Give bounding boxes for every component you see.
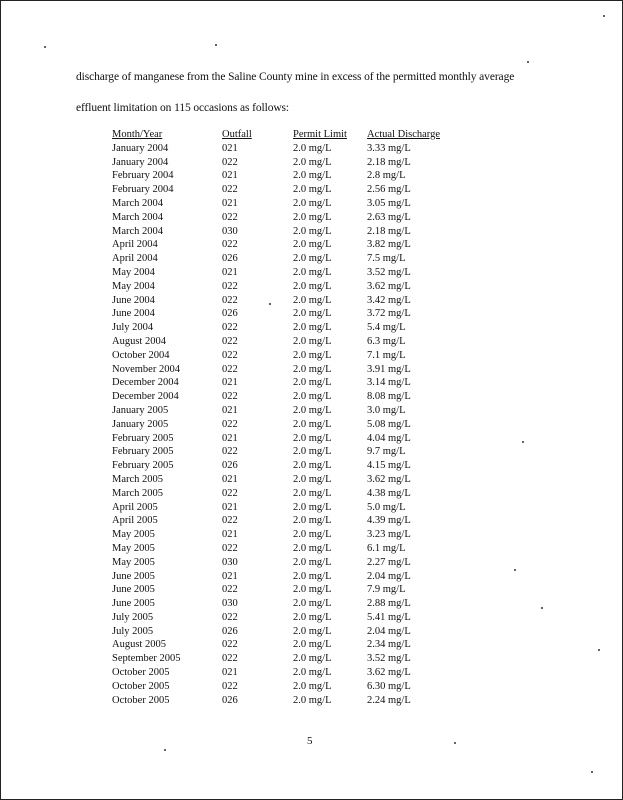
cell-month-year: March 2004 bbox=[112, 197, 164, 209]
cell-outfall: 021 bbox=[222, 570, 238, 582]
cell-permit-limit: 2.0 mg/L bbox=[293, 377, 332, 389]
cell-month-year: February 2005 bbox=[112, 446, 174, 458]
cell-month-year: December 2004 bbox=[112, 377, 179, 389]
scan-speck bbox=[522, 441, 524, 443]
cell-permit-limit: 2.0 mg/L bbox=[293, 694, 332, 706]
cell-month-year: July 2004 bbox=[112, 322, 154, 334]
cell-month-year: June 2004 bbox=[112, 308, 155, 320]
table-row bbox=[112, 487, 457, 501]
cell-permit-limit: 2.0 mg/L bbox=[293, 598, 332, 610]
cell-outfall: 022 bbox=[222, 487, 238, 499]
cell-month-year: June 2005 bbox=[112, 584, 155, 596]
cell-month-year: October 2004 bbox=[112, 349, 170, 361]
cell-actual-discharge: 2.8 mg/L bbox=[367, 170, 406, 182]
table-row bbox=[112, 583, 457, 597]
cell-outfall: 022 bbox=[222, 211, 238, 223]
cell-month-year: October 2005 bbox=[112, 694, 170, 706]
cell-actual-discharge: 3.62 mg/L bbox=[367, 667, 411, 679]
cell-permit-limit: 2.0 mg/L bbox=[293, 239, 332, 251]
cell-outfall: 022 bbox=[222, 680, 238, 692]
cell-actual-discharge: 2.18 mg/L bbox=[367, 156, 411, 168]
scan-speck bbox=[44, 46, 46, 48]
cell-actual-discharge: 3.82 mg/L bbox=[367, 239, 411, 251]
cell-outfall: 022 bbox=[222, 418, 238, 430]
cell-month-year: July 2005 bbox=[112, 611, 154, 623]
cell-outfall: 030 bbox=[222, 598, 238, 610]
cell-month-year: November 2004 bbox=[112, 363, 180, 375]
header-month-year: Month/Year bbox=[112, 129, 163, 140]
table-row bbox=[112, 625, 457, 639]
cell-actual-discharge: 4.38 mg/L bbox=[367, 487, 411, 499]
table-header-row bbox=[112, 128, 457, 142]
cell-permit-limit: 2.0 mg/L bbox=[293, 487, 332, 499]
table-row bbox=[112, 542, 457, 556]
cell-outfall: 022 bbox=[222, 239, 238, 251]
table-row bbox=[112, 638, 457, 652]
scan-speck bbox=[541, 607, 543, 609]
header-outfall: Outfall bbox=[222, 129, 252, 140]
table-row bbox=[112, 266, 457, 280]
cell-month-year: June 2005 bbox=[112, 598, 155, 610]
cell-actual-discharge: 2.27 mg/L bbox=[367, 556, 411, 568]
cell-actual-discharge: 5.0 mg/L bbox=[367, 501, 406, 513]
cell-permit-limit: 2.0 mg/L bbox=[293, 556, 332, 568]
table-row bbox=[112, 142, 457, 156]
cell-outfall: 022 bbox=[222, 184, 238, 196]
cell-month-year: July 2005 bbox=[112, 625, 154, 637]
table-row bbox=[112, 294, 457, 308]
table-row bbox=[112, 280, 457, 294]
cell-outfall: 021 bbox=[222, 377, 238, 389]
cell-month-year: February 2004 bbox=[112, 184, 174, 196]
cell-outfall: 022 bbox=[222, 322, 238, 334]
cell-permit-limit: 2.0 mg/L bbox=[293, 432, 332, 444]
scan-speck bbox=[527, 61, 529, 63]
cell-permit-limit: 2.0 mg/L bbox=[293, 515, 332, 527]
cell-permit-limit: 2.0 mg/L bbox=[293, 363, 332, 375]
cell-actual-discharge: 3.42 mg/L bbox=[367, 294, 411, 306]
cell-actual-discharge: 2.18 mg/L bbox=[367, 225, 411, 237]
cell-outfall: 030 bbox=[222, 556, 238, 568]
cell-permit-limit: 2.0 mg/L bbox=[293, 391, 332, 403]
scan-speck bbox=[164, 749, 166, 751]
cell-month-year: May 2004 bbox=[112, 280, 155, 292]
table-row bbox=[112, 570, 457, 584]
cell-outfall: 026 bbox=[222, 308, 238, 320]
table-row bbox=[112, 211, 457, 225]
cell-month-year: April 2004 bbox=[112, 239, 158, 251]
cell-permit-limit: 2.0 mg/L bbox=[293, 349, 332, 361]
table-row bbox=[112, 238, 457, 252]
cell-actual-discharge: 2.04 mg/L bbox=[367, 625, 411, 637]
cell-permit-limit: 2.0 mg/L bbox=[293, 501, 332, 513]
table-row bbox=[112, 390, 457, 404]
cell-month-year: March 2004 bbox=[112, 211, 164, 223]
cell-actual-discharge: 2.34 mg/L bbox=[367, 639, 411, 651]
cell-month-year: May 2005 bbox=[112, 542, 155, 554]
table-row bbox=[112, 459, 457, 473]
cell-actual-discharge: 3.52 mg/L bbox=[367, 266, 411, 278]
cell-outfall: 021 bbox=[222, 266, 238, 278]
cell-outfall: 021 bbox=[222, 501, 238, 513]
cell-actual-discharge: 2.04 mg/L bbox=[367, 570, 411, 582]
scan-speck bbox=[454, 742, 456, 744]
cell-outfall: 021 bbox=[222, 667, 238, 679]
cell-month-year: January 2004 bbox=[112, 156, 169, 168]
cell-permit-limit: 2.0 mg/L bbox=[293, 156, 332, 168]
cell-permit-limit: 2.0 mg/L bbox=[293, 446, 332, 458]
table-row bbox=[112, 321, 457, 335]
cell-actual-discharge: 6.1 mg/L bbox=[367, 542, 406, 554]
cell-month-year: March 2004 bbox=[112, 225, 164, 237]
table-body bbox=[112, 142, 457, 708]
cell-actual-discharge: 2.88 mg/L bbox=[367, 598, 411, 610]
discharge-table bbox=[112, 128, 457, 707]
cell-outfall: 022 bbox=[222, 363, 238, 375]
cell-month-year: December 2004 bbox=[112, 391, 179, 403]
cell-permit-limit: 2.0 mg/L bbox=[293, 625, 332, 637]
cell-month-year: September 2005 bbox=[112, 653, 181, 665]
table-row bbox=[112, 445, 457, 459]
cell-actual-discharge: 3.72 mg/L bbox=[367, 308, 411, 320]
cell-actual-discharge: 5.08 mg/L bbox=[367, 418, 411, 430]
cell-actual-discharge: 3.91 mg/L bbox=[367, 363, 411, 375]
cell-permit-limit: 2.0 mg/L bbox=[293, 266, 332, 278]
cell-month-year: February 2005 bbox=[112, 432, 174, 444]
cell-permit-limit: 2.0 mg/L bbox=[293, 570, 332, 582]
table-row bbox=[112, 225, 457, 239]
cell-month-year: March 2005 bbox=[112, 473, 164, 485]
cell-month-year: August 2004 bbox=[112, 335, 166, 347]
cell-month-year: June 2005 bbox=[112, 570, 155, 582]
cell-actual-discharge: 7.9 mg/L bbox=[367, 584, 406, 596]
table-row bbox=[112, 363, 457, 377]
cell-outfall: 022 bbox=[222, 294, 238, 306]
cell-actual-discharge: 8.08 mg/L bbox=[367, 391, 411, 403]
cell-permit-limit: 2.0 mg/L bbox=[293, 142, 332, 154]
table-row bbox=[112, 307, 457, 321]
table-row bbox=[112, 611, 457, 625]
cell-actual-discharge: 3.23 mg/L bbox=[367, 529, 411, 541]
scan-speck bbox=[269, 303, 271, 305]
cell-outfall: 022 bbox=[222, 639, 238, 651]
cell-outfall: 022 bbox=[222, 349, 238, 361]
header-actual-discharge: Actual Discharge bbox=[367, 129, 440, 140]
table-row bbox=[112, 432, 457, 446]
cell-permit-limit: 2.0 mg/L bbox=[293, 639, 332, 651]
cell-permit-limit: 2.0 mg/L bbox=[293, 170, 332, 182]
table-row bbox=[112, 556, 457, 570]
table-row bbox=[112, 501, 457, 515]
table-row bbox=[112, 183, 457, 197]
cell-actual-discharge: 4.04 mg/L bbox=[367, 432, 411, 444]
cell-outfall: 021 bbox=[222, 473, 238, 485]
cell-permit-limit: 2.0 mg/L bbox=[293, 667, 332, 679]
table-row bbox=[112, 252, 457, 266]
cell-permit-limit: 2.0 mg/L bbox=[293, 197, 332, 209]
cell-permit-limit: 2.0 mg/L bbox=[293, 404, 332, 416]
cell-actual-discharge: 2.56 mg/L bbox=[367, 184, 411, 196]
cell-month-year: August 2005 bbox=[112, 639, 166, 651]
table-row bbox=[112, 652, 457, 666]
cell-actual-discharge: 7.1 mg/L bbox=[367, 349, 406, 361]
intro-line-1: discharge of manganese from the Saline County mine in excess of the permitted monthly average bbox=[76, 71, 515, 83]
cell-permit-limit: 2.0 mg/L bbox=[293, 584, 332, 596]
cell-outfall: 021 bbox=[222, 529, 238, 541]
table-row bbox=[112, 156, 457, 170]
cell-outfall: 021 bbox=[222, 170, 238, 182]
cell-actual-discharge: 7.5 mg/L bbox=[367, 253, 406, 265]
cell-month-year: April 2005 bbox=[112, 515, 158, 527]
cell-outfall: 022 bbox=[222, 335, 238, 347]
cell-permit-limit: 2.0 mg/L bbox=[293, 653, 332, 665]
scan-speck bbox=[514, 569, 516, 571]
cell-month-year: February 2005 bbox=[112, 460, 174, 472]
cell-outfall: 026 bbox=[222, 625, 238, 637]
cell-month-year: April 2005 bbox=[112, 501, 158, 513]
cell-actual-discharge: 6.3 mg/L bbox=[367, 335, 406, 347]
cell-permit-limit: 2.0 mg/L bbox=[293, 225, 332, 237]
cell-month-year: March 2005 bbox=[112, 487, 164, 499]
cell-permit-limit: 2.0 mg/L bbox=[293, 473, 332, 485]
cell-permit-limit: 2.0 mg/L bbox=[293, 294, 332, 306]
cell-outfall: 021 bbox=[222, 432, 238, 444]
cell-actual-discharge: 3.05 mg/L bbox=[367, 197, 411, 209]
cell-outfall: 021 bbox=[222, 197, 238, 209]
cell-month-year: January 2005 bbox=[112, 404, 169, 416]
cell-permit-limit: 2.0 mg/L bbox=[293, 253, 332, 265]
cell-permit-limit: 2.0 mg/L bbox=[293, 211, 332, 223]
cell-actual-discharge: 3.33 mg/L bbox=[367, 142, 411, 154]
cell-outfall: 026 bbox=[222, 460, 238, 472]
cell-permit-limit: 2.0 mg/L bbox=[293, 460, 332, 472]
table-row bbox=[112, 418, 457, 432]
cell-month-year: October 2005 bbox=[112, 667, 170, 679]
cell-month-year: May 2005 bbox=[112, 529, 155, 541]
cell-outfall: 022 bbox=[222, 156, 238, 168]
scan-speck bbox=[603, 15, 605, 17]
cell-month-year: May 2005 bbox=[112, 556, 155, 568]
cell-actual-discharge: 4.15 mg/L bbox=[367, 460, 411, 472]
table-row bbox=[112, 197, 457, 211]
cell-permit-limit: 2.0 mg/L bbox=[293, 335, 332, 347]
cell-outfall: 021 bbox=[222, 404, 238, 416]
cell-actual-discharge: 5.4 mg/L bbox=[367, 322, 406, 334]
cell-permit-limit: 2.0 mg/L bbox=[293, 529, 332, 541]
cell-permit-limit: 2.0 mg/L bbox=[293, 680, 332, 692]
cell-actual-discharge: 3.52 mg/L bbox=[367, 653, 411, 665]
cell-actual-discharge: 3.14 mg/L bbox=[367, 377, 411, 389]
cell-month-year: February 2004 bbox=[112, 170, 174, 182]
cell-permit-limit: 2.0 mg/L bbox=[293, 280, 332, 292]
cell-permit-limit: 2.0 mg/L bbox=[293, 308, 332, 320]
cell-outfall: 021 bbox=[222, 142, 238, 154]
scan-speck bbox=[598, 649, 600, 651]
cell-month-year: June 2004 bbox=[112, 294, 155, 306]
cell-outfall: 022 bbox=[222, 584, 238, 596]
page-number: 5 bbox=[307, 735, 313, 747]
table-row bbox=[112, 376, 457, 390]
table-row bbox=[112, 404, 457, 418]
table-row bbox=[112, 694, 457, 708]
cell-actual-discharge: 4.39 mg/L bbox=[367, 515, 411, 527]
cell-outfall: 026 bbox=[222, 694, 238, 706]
table-row bbox=[112, 597, 457, 611]
cell-outfall: 022 bbox=[222, 542, 238, 554]
table-row bbox=[112, 666, 457, 680]
scan-speck bbox=[215, 44, 217, 46]
cell-month-year: October 2005 bbox=[112, 680, 170, 692]
cell-actual-discharge: 3.0 mg/L bbox=[367, 404, 406, 416]
table-row bbox=[112, 514, 457, 528]
table-row bbox=[112, 335, 457, 349]
cell-actual-discharge: 3.62 mg/L bbox=[367, 473, 411, 485]
cell-actual-discharge: 5.41 mg/L bbox=[367, 611, 411, 623]
cell-permit-limit: 2.0 mg/L bbox=[293, 542, 332, 554]
cell-outfall: 030 bbox=[222, 225, 238, 237]
table-row bbox=[112, 680, 457, 694]
cell-permit-limit: 2.0 mg/L bbox=[293, 611, 332, 623]
cell-actual-discharge: 9.7 mg/L bbox=[367, 446, 406, 458]
table-row bbox=[112, 473, 457, 487]
scan-speck bbox=[591, 771, 593, 773]
cell-outfall: 022 bbox=[222, 280, 238, 292]
cell-month-year: May 2004 bbox=[112, 266, 155, 278]
header-permit-limit: Permit Limit bbox=[293, 129, 347, 140]
cell-permit-limit: 2.0 mg/L bbox=[293, 184, 332, 196]
table-row bbox=[112, 528, 457, 542]
cell-outfall: 026 bbox=[222, 253, 238, 265]
cell-permit-limit: 2.0 mg/L bbox=[293, 322, 332, 334]
intro-line-2: effluent limitation on 115 occasions as follows: bbox=[76, 102, 290, 114]
cell-outfall: 022 bbox=[222, 391, 238, 403]
cell-month-year: January 2005 bbox=[112, 418, 169, 430]
table-row bbox=[112, 169, 457, 183]
table-row bbox=[112, 349, 457, 363]
cell-permit-limit: 2.0 mg/L bbox=[293, 418, 332, 430]
cell-actual-discharge: 2.63 mg/L bbox=[367, 211, 411, 223]
cell-actual-discharge: 2.24 mg/L bbox=[367, 694, 411, 706]
cell-actual-discharge: 3.62 mg/L bbox=[367, 280, 411, 292]
cell-outfall: 022 bbox=[222, 653, 238, 665]
cell-outfall: 022 bbox=[222, 611, 238, 623]
cell-actual-discharge: 6.30 mg/L bbox=[367, 680, 411, 692]
cell-month-year: January 2004 bbox=[112, 142, 169, 154]
cell-month-year: April 2004 bbox=[112, 253, 158, 265]
cell-outfall: 022 bbox=[222, 515, 238, 527]
cell-outfall: 022 bbox=[222, 446, 238, 458]
